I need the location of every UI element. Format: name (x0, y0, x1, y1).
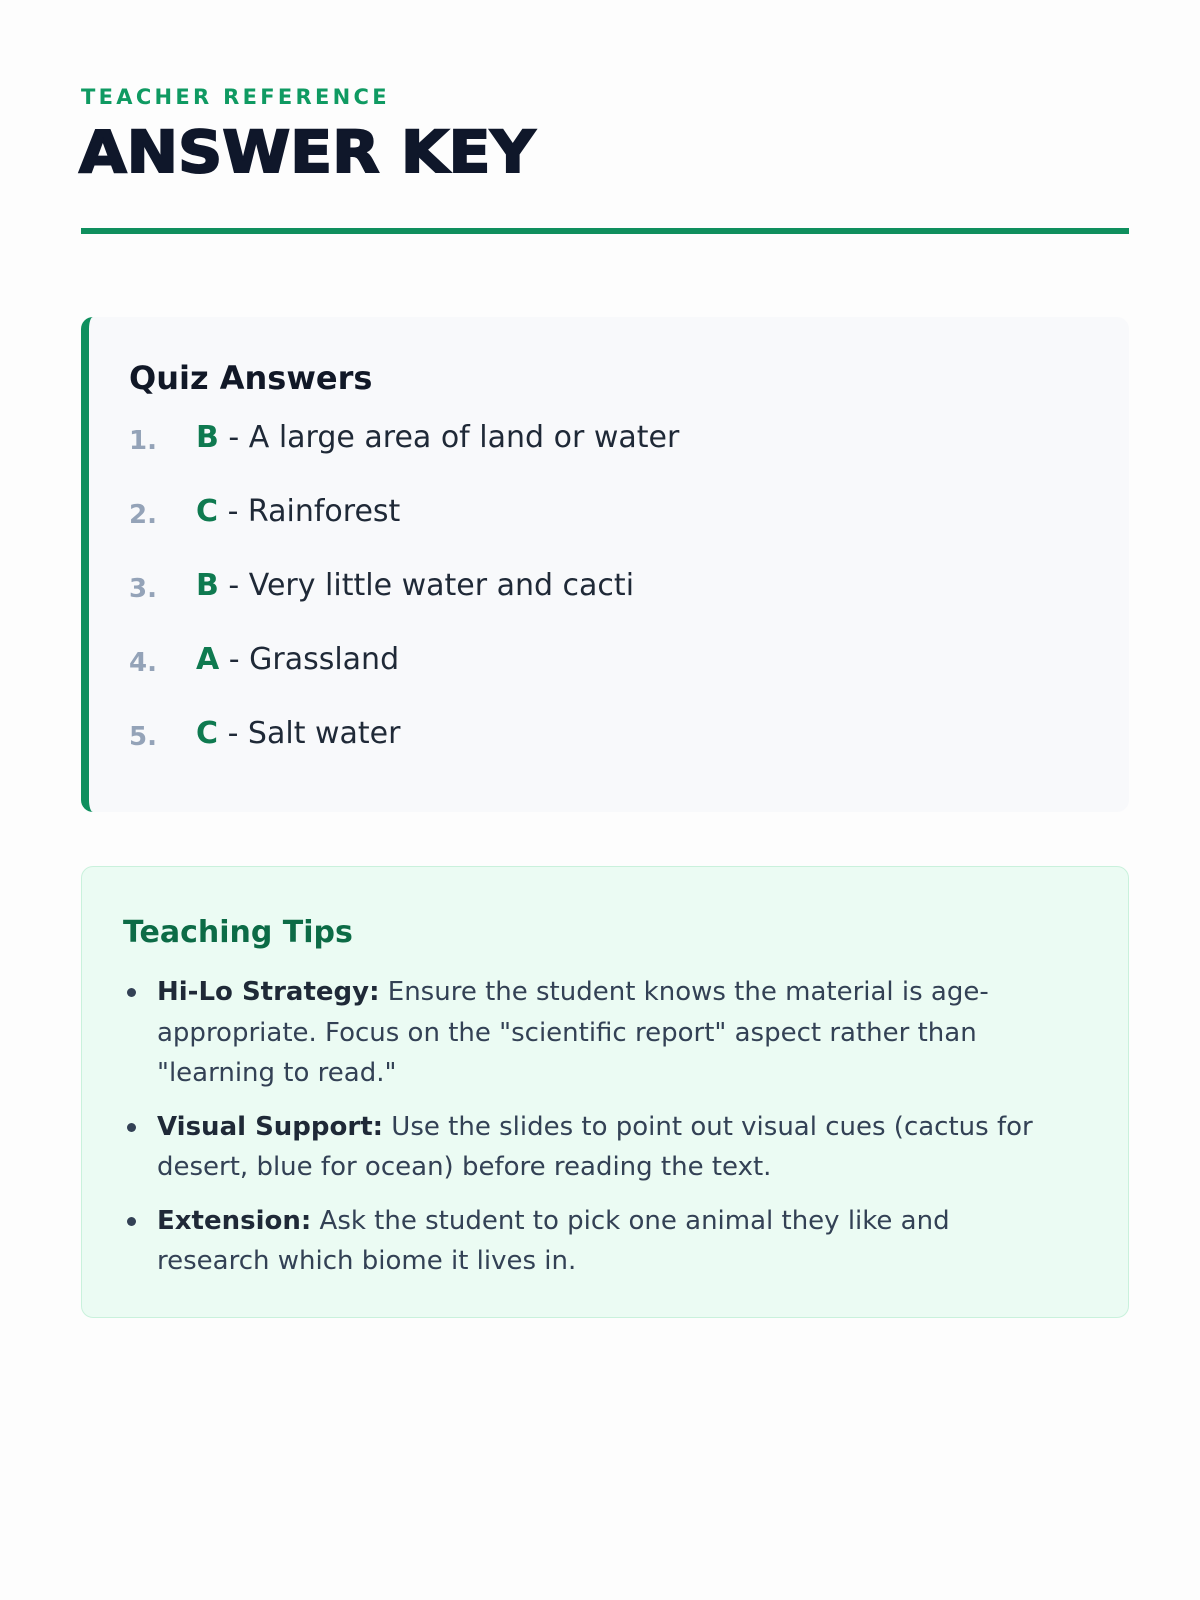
tip-text: Use the slides to point out visual cues (cactus for desert, blue for ocean) before reading the text. (157, 1111, 1033, 1182)
answer-letter: C (196, 716, 219, 751)
answer-item-5 (129, 716, 679, 790)
page-title: ANSWER KEY (79, 118, 536, 186)
answer-text: - Salt water (218, 716, 401, 751)
answer-number: 5. (129, 722, 157, 752)
eyebrow-label: TEACHER REFERENCE (81, 85, 390, 109)
answer-letter: A (196, 642, 220, 677)
tip-extension (123, 1201, 1069, 1282)
answer-letter: B (196, 420, 219, 455)
answer-item-2 (129, 494, 679, 568)
answer-number: 1. (129, 426, 157, 456)
tip-visual-support (123, 1107, 1069, 1188)
title-divider (81, 228, 1129, 234)
answer-text: - Very little water and cacti (218, 568, 635, 603)
answer-number: 2. (129, 500, 157, 530)
answer-item-1 (129, 420, 679, 494)
answer-letter: C (196, 494, 219, 529)
bullet-icon (127, 1123, 136, 1132)
tip-label: Hi-Lo Strategy: (157, 977, 380, 1007)
teaching-tips-card (81, 866, 1129, 1318)
answer-item-4 (129, 642, 679, 716)
answer-text: - Grassland (219, 642, 400, 677)
tip-label: Extension: (157, 1205, 312, 1236)
answer-list (129, 420, 679, 790)
quiz-answers-title: Quiz Answers (129, 359, 373, 397)
tip-text: Ensure the student knows the material is age-appropriate. Focus on the "scientific report" aspect rather than "learning to read." (157, 977, 989, 1088)
tip-label: Visual Support: (157, 1111, 384, 1142)
answer-text: - A large area of land or water (218, 420, 680, 455)
answer-number: 4. (129, 648, 157, 678)
answer-text: - Rainforest (218, 494, 401, 529)
bullet-icon (127, 1217, 136, 1226)
tip-text: Ask the student to pick one animal they like and research which biome it lives in. (157, 1205, 950, 1276)
tips-list (123, 972, 1069, 1295)
bullet-icon (127, 988, 136, 997)
answer-letter: B (196, 568, 219, 603)
answer-item-3 (129, 568, 679, 642)
quiz-answers-card (81, 317, 1129, 812)
tip-hi-lo-strategy (123, 972, 1069, 1094)
teaching-tips-title: Teaching Tips (123, 915, 353, 950)
answer-number: 3. (129, 574, 157, 604)
